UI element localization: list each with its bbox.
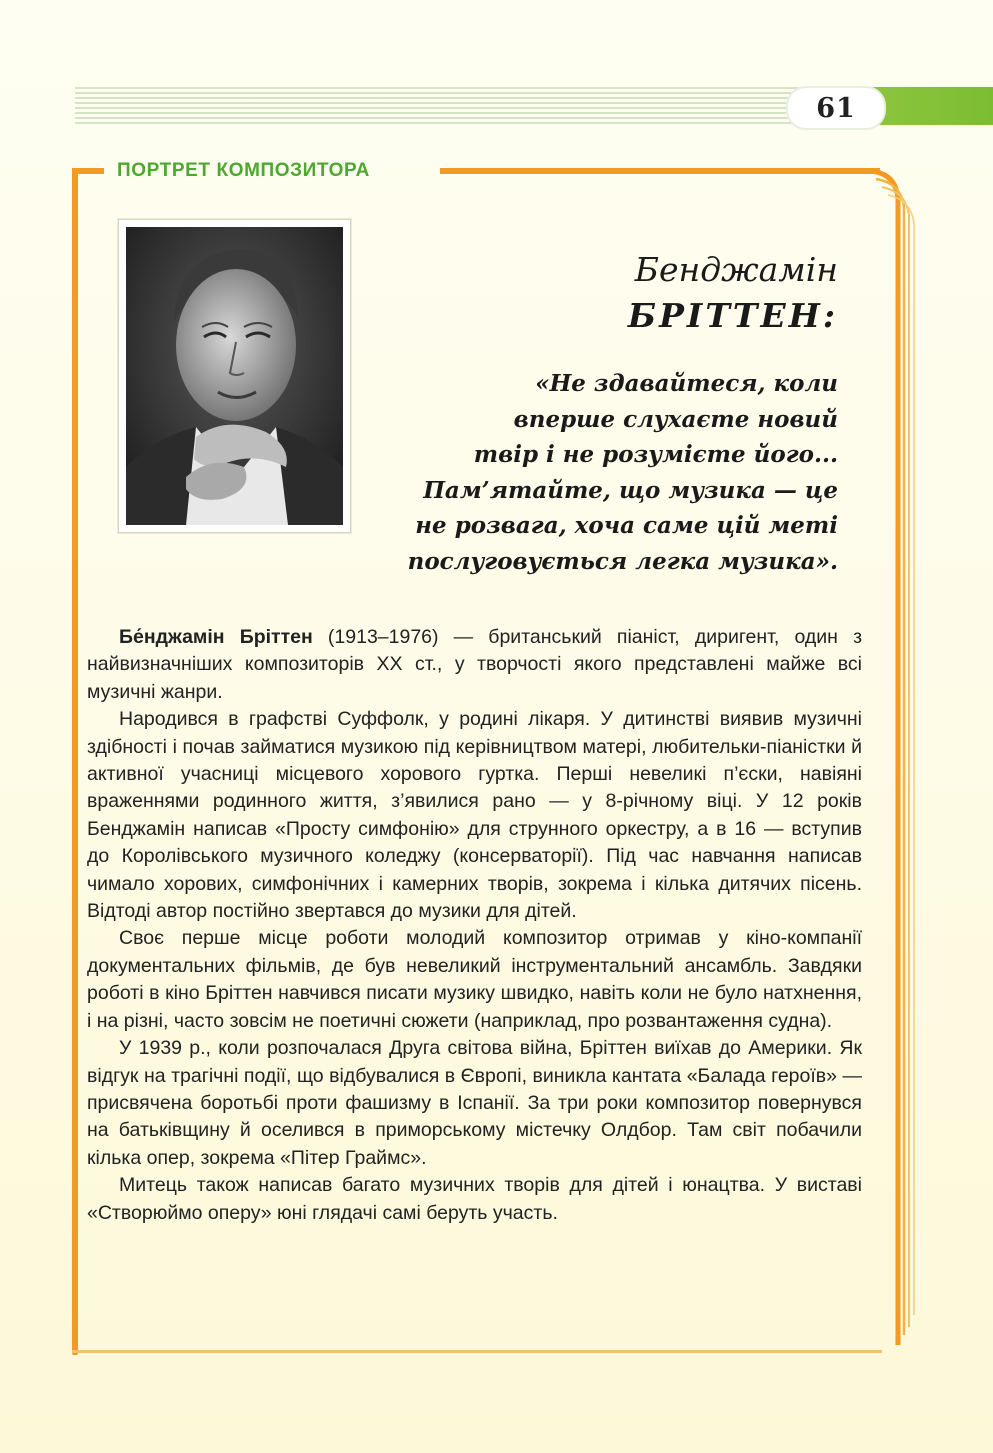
page-number: 61 bbox=[816, 92, 856, 124]
article-paragraph: Митець також написав багато музичних творів для дітей і юнацтва. У виставі «Створюймо оперу» юні глядачі самі беруть участь. bbox=[87, 1174, 862, 1224]
article-paragraph: Народився в графстві Суффолк, у родині лікаря. У дитинстві виявив музичні здібності і почав займатися музикою під керівництвом матері, любительки-піаністки й активної учасниці місцевого хорового гуртка. Перші невеликі п’єски, навіяні враженнями родинного життя, з’явилися рано — у 8-річному віці. У 12 років Бенджамін написав «Просту симфонію» для струнного оркестру, а в 16 — вступив до Королівського музичного коледжу (консерваторії). Під час навчання написав чимало хорових, симфонічних і камерних творів, зокрема і кілька дитячих пісень. Відтоді автор постійно звертався до музики для дітей. bbox=[87, 708, 862, 923]
frame-bottom bbox=[72, 1350, 882, 1353]
article-paragraph: Своє перше місце роботи молодий композитор отримав у кіно-компанії документальних фільмів, де був невеликий інструментальний ансамбль. Завдяки роботі в кіно Бріттен навчився писати музику швидко, навіть коли не було натхнення, і на різні, часто зовсім не поетичні сюжети (наприклад, про розвантаження судна). bbox=[87, 927, 862, 1032]
quote-line: вперше слухаєте новий bbox=[513, 405, 838, 433]
quote-line: не розвага, хоча саме цій меті bbox=[415, 512, 838, 539]
section-label: ПОРТРЕТ КОМПОЗИТОРА bbox=[117, 160, 370, 181]
composer-last-name: БРІТТЕН: bbox=[627, 296, 838, 335]
quote-line: твір і не розумієте його... bbox=[473, 441, 838, 468]
article-lead-name: Бе́нджамін Бріттен bbox=[119, 626, 313, 648]
composer-first-name: Бенджамін bbox=[634, 250, 838, 289]
quote-line: послуговується легка музика». bbox=[407, 547, 838, 575]
quote-line: Пам’ятайте, що музика — це bbox=[423, 476, 838, 504]
portrait-frame bbox=[118, 219, 351, 533]
quote-line: «Не здавайтеся, коли bbox=[535, 370, 838, 397]
composer-quote bbox=[368, 366, 838, 579]
article-paragraph bbox=[87, 624, 862, 706]
page-number-badge bbox=[786, 86, 886, 130]
frame-top-right bbox=[440, 168, 880, 174]
portrait-image bbox=[126, 227, 343, 525]
article-lead-text: (1913–1976) — британський піаніст, диригент, один з найвизначніших композиторів XX ст., у творчості якого представлені майже всі музичні жанри. bbox=[87, 626, 863, 703]
book-pages-edge bbox=[868, 165, 928, 1355]
article-body bbox=[87, 624, 862, 1227]
article-paragraph: У 1939 р., коли розпочалася Друга світова війна, Бріттен виїхав до Америки. Як відгук на трагічні події, що відбувалися в Європі, виникла кантата «Балада героїв» — присвячена боротьбі проти фашизму в Іспанії. За три роки композитор повернувся на батьківщину й оселився в приморському містечку Олдбор. Там світ побачили кілька опер, зокрема «Пітер Граймс». bbox=[87, 1037, 862, 1169]
composer-portrait bbox=[126, 227, 343, 525]
frame-left bbox=[72, 168, 78, 1355]
